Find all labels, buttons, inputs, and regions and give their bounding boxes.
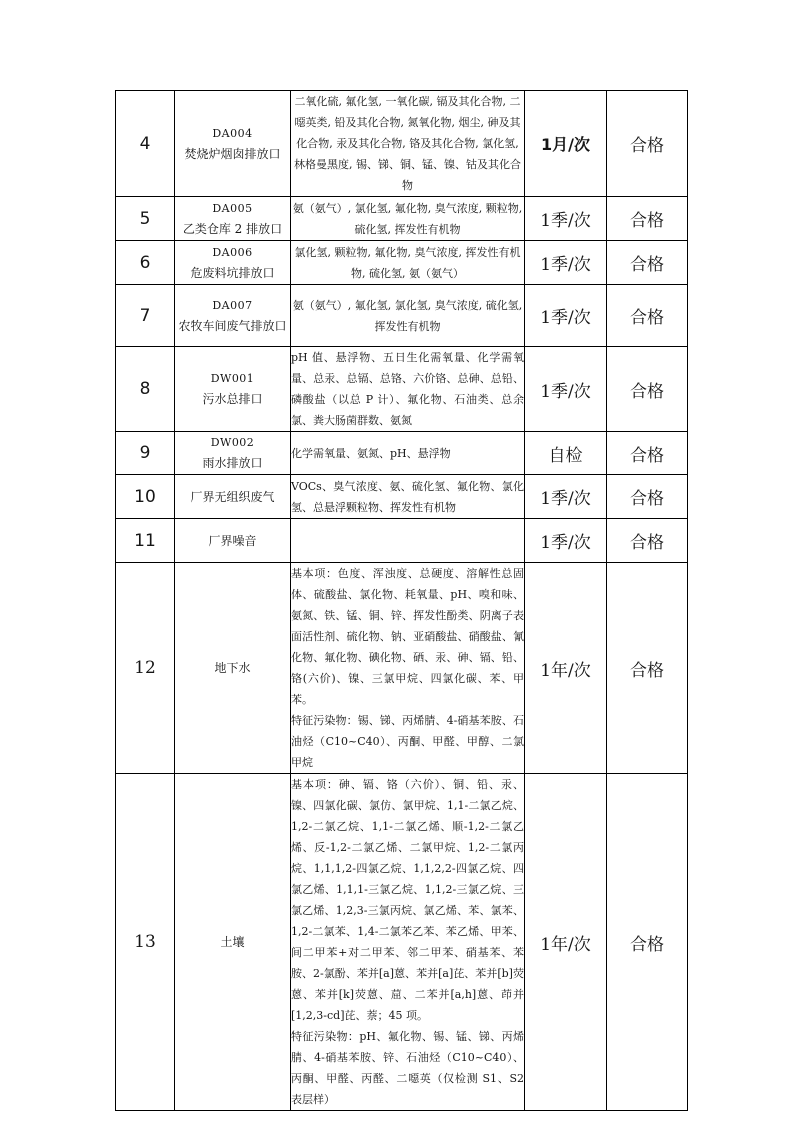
table-row bbox=[116, 285, 688, 347]
row-number: 10 bbox=[116, 475, 175, 519]
point-name: 危废料坑排放口 bbox=[190, 265, 275, 280]
table-row bbox=[116, 91, 688, 197]
table-row bbox=[116, 432, 688, 475]
items-cell bbox=[291, 241, 525, 285]
items-cell bbox=[291, 91, 525, 197]
frequency-cell: 1季/次 bbox=[525, 475, 607, 519]
items-cell bbox=[291, 774, 525, 1111]
items-text: 二氧化硫, 氟化氢, 一氧化碳, 镉及其化合物, 二噁英类, 铅及其化合物, 氮氧化物, 烟尘, 砷及其化合物, 汞及其化合物, 铬及其化合物, 氯化氢, 林格曼黑度, 锡、锑、铜、锰、镍、钴及其化合物 bbox=[294, 95, 521, 192]
monitoring-table bbox=[115, 90, 688, 1111]
monitoring-point-cell bbox=[175, 197, 291, 241]
point-name: 污水总排口 bbox=[202, 392, 263, 406]
table-row bbox=[116, 519, 688, 563]
monitoring-point-cell bbox=[175, 241, 291, 285]
frequency-cell: 1月/次 bbox=[525, 91, 607, 197]
items-cell bbox=[291, 197, 525, 241]
items-text: VOCs、臭气浓度、氨、硫化氢、氟化物、氯化氢、总悬浮颗粒物、挥发性有机物 bbox=[291, 479, 524, 514]
point-code: DA007 bbox=[212, 298, 253, 312]
items-text: 氯化氢, 颗粒物, 氟化物, 臭气浓度, 挥发性有机物, 硫化氢, 氨（氨气） bbox=[294, 245, 521, 280]
items-text: pH 值、悬浮物、五日生化需氧量、化学需氧量、总汞、总镉、总铬、六价铬、总砷、总铅、磷酸盐（以总 P 计）、氟化物、石油类、总余氯、粪大肠菌群数、氨氮 bbox=[291, 351, 524, 427]
table-row bbox=[116, 475, 688, 519]
result-cell: 合格 bbox=[607, 475, 688, 519]
row-number: 12 bbox=[116, 563, 175, 774]
point-name: 乙类仓库 2 排放口 bbox=[182, 221, 283, 236]
point-code: DA004 bbox=[212, 126, 253, 140]
frequency-cell: 1季/次 bbox=[525, 285, 607, 347]
table-row bbox=[116, 197, 688, 241]
monitoring-point-cell bbox=[175, 563, 291, 774]
monitoring-point-cell bbox=[175, 285, 291, 347]
table-row bbox=[116, 241, 688, 285]
point-name: 焚烧炉烟囱排放口 bbox=[184, 146, 281, 161]
table-row bbox=[116, 347, 688, 432]
point-name: 地下水 bbox=[214, 661, 251, 675]
items-cell bbox=[291, 519, 525, 563]
items-text: 化学需氧量、氨氮、pH、悬浮物 bbox=[291, 446, 451, 460]
items-special: 特征污染物：pH、氟化物、锡、锰、锑、丙烯腈、4-硝基苯胺、锌、石油烃（C10~C40）、丙酮、甲醛、丙醛、二噁英（仅检测 S1、S2 表层样） bbox=[291, 1030, 524, 1106]
point-name: 厂界噪音 bbox=[208, 533, 257, 548]
row-number: 5 bbox=[116, 197, 175, 241]
monitoring-point-cell bbox=[175, 347, 291, 432]
row-number: 9 bbox=[116, 432, 175, 475]
point-code: DA005 bbox=[212, 201, 253, 215]
point-name: 雨水排放口 bbox=[202, 456, 263, 470]
frequency-cell: 1年/次 bbox=[525, 774, 607, 1111]
monitoring-point-cell bbox=[175, 475, 291, 519]
items-cell bbox=[291, 347, 525, 432]
point-code: DW001 bbox=[210, 372, 255, 385]
result-cell: 合格 bbox=[607, 197, 688, 241]
row-number: 13 bbox=[116, 774, 175, 1111]
monitoring-point-cell bbox=[175, 432, 291, 475]
result-cell: 合格 bbox=[607, 347, 688, 432]
row-number: 11 bbox=[116, 519, 175, 563]
row-number: 8 bbox=[116, 347, 175, 432]
frequency-cell: 1季/次 bbox=[525, 347, 607, 432]
result-cell: 合格 bbox=[607, 285, 688, 347]
point-name: 厂界无组织废气 bbox=[190, 489, 275, 504]
result-cell: 合格 bbox=[607, 563, 688, 774]
items-cell bbox=[291, 285, 525, 347]
items-text: 氨（氨气）, 氯化氢, 氟化物, 臭气浓度, 颗粒物, 硫化氢, 挥发性有机物 bbox=[292, 201, 523, 236]
monitoring-point-cell bbox=[175, 91, 291, 197]
monitoring-point-cell bbox=[175, 519, 291, 563]
row-number: 6 bbox=[116, 241, 175, 285]
result-cell: 合格 bbox=[607, 774, 688, 1111]
frequency-cell: 1季/次 bbox=[525, 197, 607, 241]
point-code: DA006 bbox=[212, 245, 253, 259]
items-cell bbox=[291, 563, 525, 774]
result-cell: 合格 bbox=[607, 519, 688, 563]
frequency-cell: 1季/次 bbox=[525, 241, 607, 285]
frequency-cell: 自检 bbox=[525, 432, 607, 475]
items-cell bbox=[291, 475, 525, 519]
table-row bbox=[116, 563, 688, 774]
frequency-cell: 1年/次 bbox=[525, 563, 607, 774]
items-basic: 基本项：砷、镉、铬（六价）、铜、铅、汞、镍、四氯化碳、氯仿、氯甲烷、1,1-二氯乙烷、1,2-二氯乙烷、1,1-二氯乙烯、顺-1,2-二氯乙烯、反-1,2-二氯乙烯、二氯甲烷、1,2-二氯丙烷、1,1,1,2-四氯乙烷、1,1,2,2-四氯乙烷、四氯乙烯、1,1,1-三氯乙烷、1,1,2-三氯乙烷、三氯乙烯、1,2,3-三氯丙烷、氯乙烯、苯、氯苯、1,2-二氯苯、1,4-二氯苯乙苯、苯乙烯、甲苯、间二甲苯+对二甲苯、邻二甲苯、硝基苯、苯胺、2-氯酚、苯并[a]蒽、苯并[a]芘、苯并[b]荧蒽、苯并[k]荧蒽、䓛、二苯并[a,h]蒽、茚并[1,2,3-cd]芘、萘；45 项。 bbox=[291, 778, 524, 1022]
items-special: 特征污染物：锡、锑、丙烯腈、4-硝基苯胺、石油烃（C10~C40）、丙酮、甲醛、甲醇、二氯甲烷 bbox=[291, 714, 524, 769]
monitoring-point-cell bbox=[175, 774, 291, 1111]
items-text: 氨（氨气）, 氟化氢, 氯化氢, 臭气浓度, 硫化氢, 挥发性有机物 bbox=[292, 298, 523, 333]
items-basic: 基本项：色度、浑浊度、总硬度、溶解性总固体、硫酸盐、氯化物、耗氧量、pH、嗅和味、氨氮、铁、锰、铜、锌、挥发性酚类、阴离子表面活性剂、硫化物、钠、亚硝酸盐、硝酸盐、氰化物、氟化物、碘化物、硒、汞、砷、镉、铅、铬(六价)、镍、三氯甲烷、四氯化碳、苯、甲苯。 bbox=[291, 567, 524, 706]
items-cell bbox=[291, 432, 525, 475]
table-row bbox=[116, 774, 688, 1111]
row-number: 7 bbox=[116, 285, 175, 347]
result-cell: 合格 bbox=[607, 91, 688, 197]
point-name: 农牧车间废气排放口 bbox=[178, 318, 287, 333]
point-name: 土壤 bbox=[220, 935, 245, 949]
result-cell: 合格 bbox=[607, 241, 688, 285]
result-cell: 合格 bbox=[607, 432, 688, 475]
point-code: DW002 bbox=[210, 436, 255, 449]
frequency-cell: 1季/次 bbox=[525, 519, 607, 563]
row-number: 4 bbox=[116, 91, 175, 197]
